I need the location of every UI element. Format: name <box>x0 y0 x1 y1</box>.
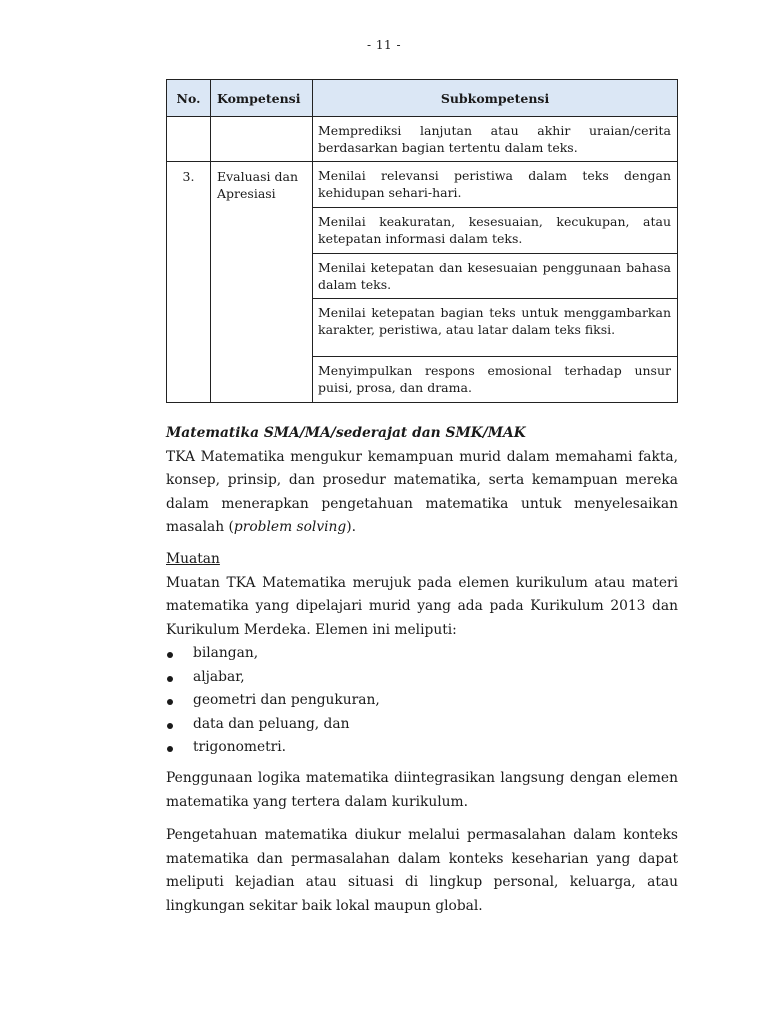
bullet-icon <box>167 652 173 658</box>
bullet-icon <box>167 723 173 729</box>
cell-subkompetensi: Memprediksi lanjutan atau akhir uraian/cerita berdasarkan bagian tertentu dalam teks. <box>313 117 678 162</box>
cell-subkompetensi: Menilai relevansi peristiwa dalam teks dengan kehidupan sehari-hari. <box>313 162 678 208</box>
muatan-bullet-list <box>166 642 678 760</box>
paragraph-logika-block <box>166 767 678 814</box>
list-item <box>166 689 678 713</box>
bullet-icon <box>167 746 173 752</box>
list-item <box>166 666 678 690</box>
bullet-icon <box>167 676 173 682</box>
list-item <box>166 736 678 760</box>
muatan-paragraph: Muatan TKA Matematika merujuk pada elemen kurikulum atau materi matematika yang dipelajari murid yang ada pada Kurikulum 2013 dan Kurikulum Merdeka. Elemen ini meliputi: <box>166 574 678 638</box>
cell-no: 3. <box>167 162 211 403</box>
intro-italic-term: problem solving <box>233 519 347 535</box>
paragraph-pengetahuan-block <box>166 824 678 918</box>
table-row <box>167 162 678 208</box>
bullet-icon <box>167 699 173 705</box>
list-item <box>166 713 678 737</box>
page-number: - 11 - <box>366 38 401 52</box>
paragraph-logika: Penggunaan logika matematika diintegrasikan langsung dengan elemen matematika yang tertera dalam kurikulum. <box>166 770 678 810</box>
kompetensi-table <box>166 79 678 403</box>
intro-text: TKA Matematika mengukur kemampuan murid dalam memahami fakta, konsep, prinsip, dan prosedur matematika, serta kemampuan mereka dalam menerapkan pengetahuan matematika untuk menyelesaikan masalah ( <box>166 448 678 535</box>
cell-subkompetensi: Menilai keakuratan, kesesuaian, kecukupan, atau ketepatan informasi dalam teks. <box>313 208 678 254</box>
header-kompetensi: Kompetensi <box>211 80 313 117</box>
list-item <box>166 642 678 666</box>
intro-text-end: ). <box>346 519 357 535</box>
cell-subkompetensi: Menilai ketepatan bagian teks untuk menggambarkan karakter, peristiwa, atau latar dalam teks fiksi. <box>313 299 678 357</box>
header-subkompetensi: Subkompetensi <box>313 80 678 117</box>
header-no: No. <box>167 80 211 117</box>
cell-kompetensi-empty <box>211 117 313 162</box>
list-item-text: trigonometri. <box>193 739 287 755</box>
table-header-row <box>167 80 678 117</box>
cell-no-empty <box>167 117 211 162</box>
section-title: Matematika SMA/MA/sederajat dan SMK/MAK <box>166 425 526 441</box>
paragraph-pengetahuan: Pengetahuan matematika diukur melalui permasalahan dalam konteks matematika dan permasalahan dalam konteks keseharian yang dapat meliputi kejadian atau situasi di lingkup personal, keluarga, atau lingkungan sekitar baik lokal maupun global. <box>166 827 678 914</box>
list-item-text: data dan peluang, dan <box>193 715 350 732</box>
intro-paragraph <box>166 446 678 540</box>
cell-kompetensi: Evaluasi dan Apresiasi <box>211 162 313 403</box>
list-item-text: aljabar, <box>193 668 245 685</box>
table-row <box>167 117 678 162</box>
section-muatan <box>166 548 678 760</box>
list-item-text: geometri dan pengukuran, <box>193 692 380 708</box>
list-item-text: bilangan, <box>193 645 259 661</box>
muatan-heading: Muatan <box>166 551 220 567</box>
section-matematika <box>166 422 678 540</box>
cell-subkompetensi: Menilai ketepatan dan kesesuaian penggunaan bahasa dalam teks. <box>313 254 678 299</box>
cell-subkompetensi: Menyimpulkan respons emosional terhadap unsur puisi, prosa, dan drama. <box>313 357 678 403</box>
